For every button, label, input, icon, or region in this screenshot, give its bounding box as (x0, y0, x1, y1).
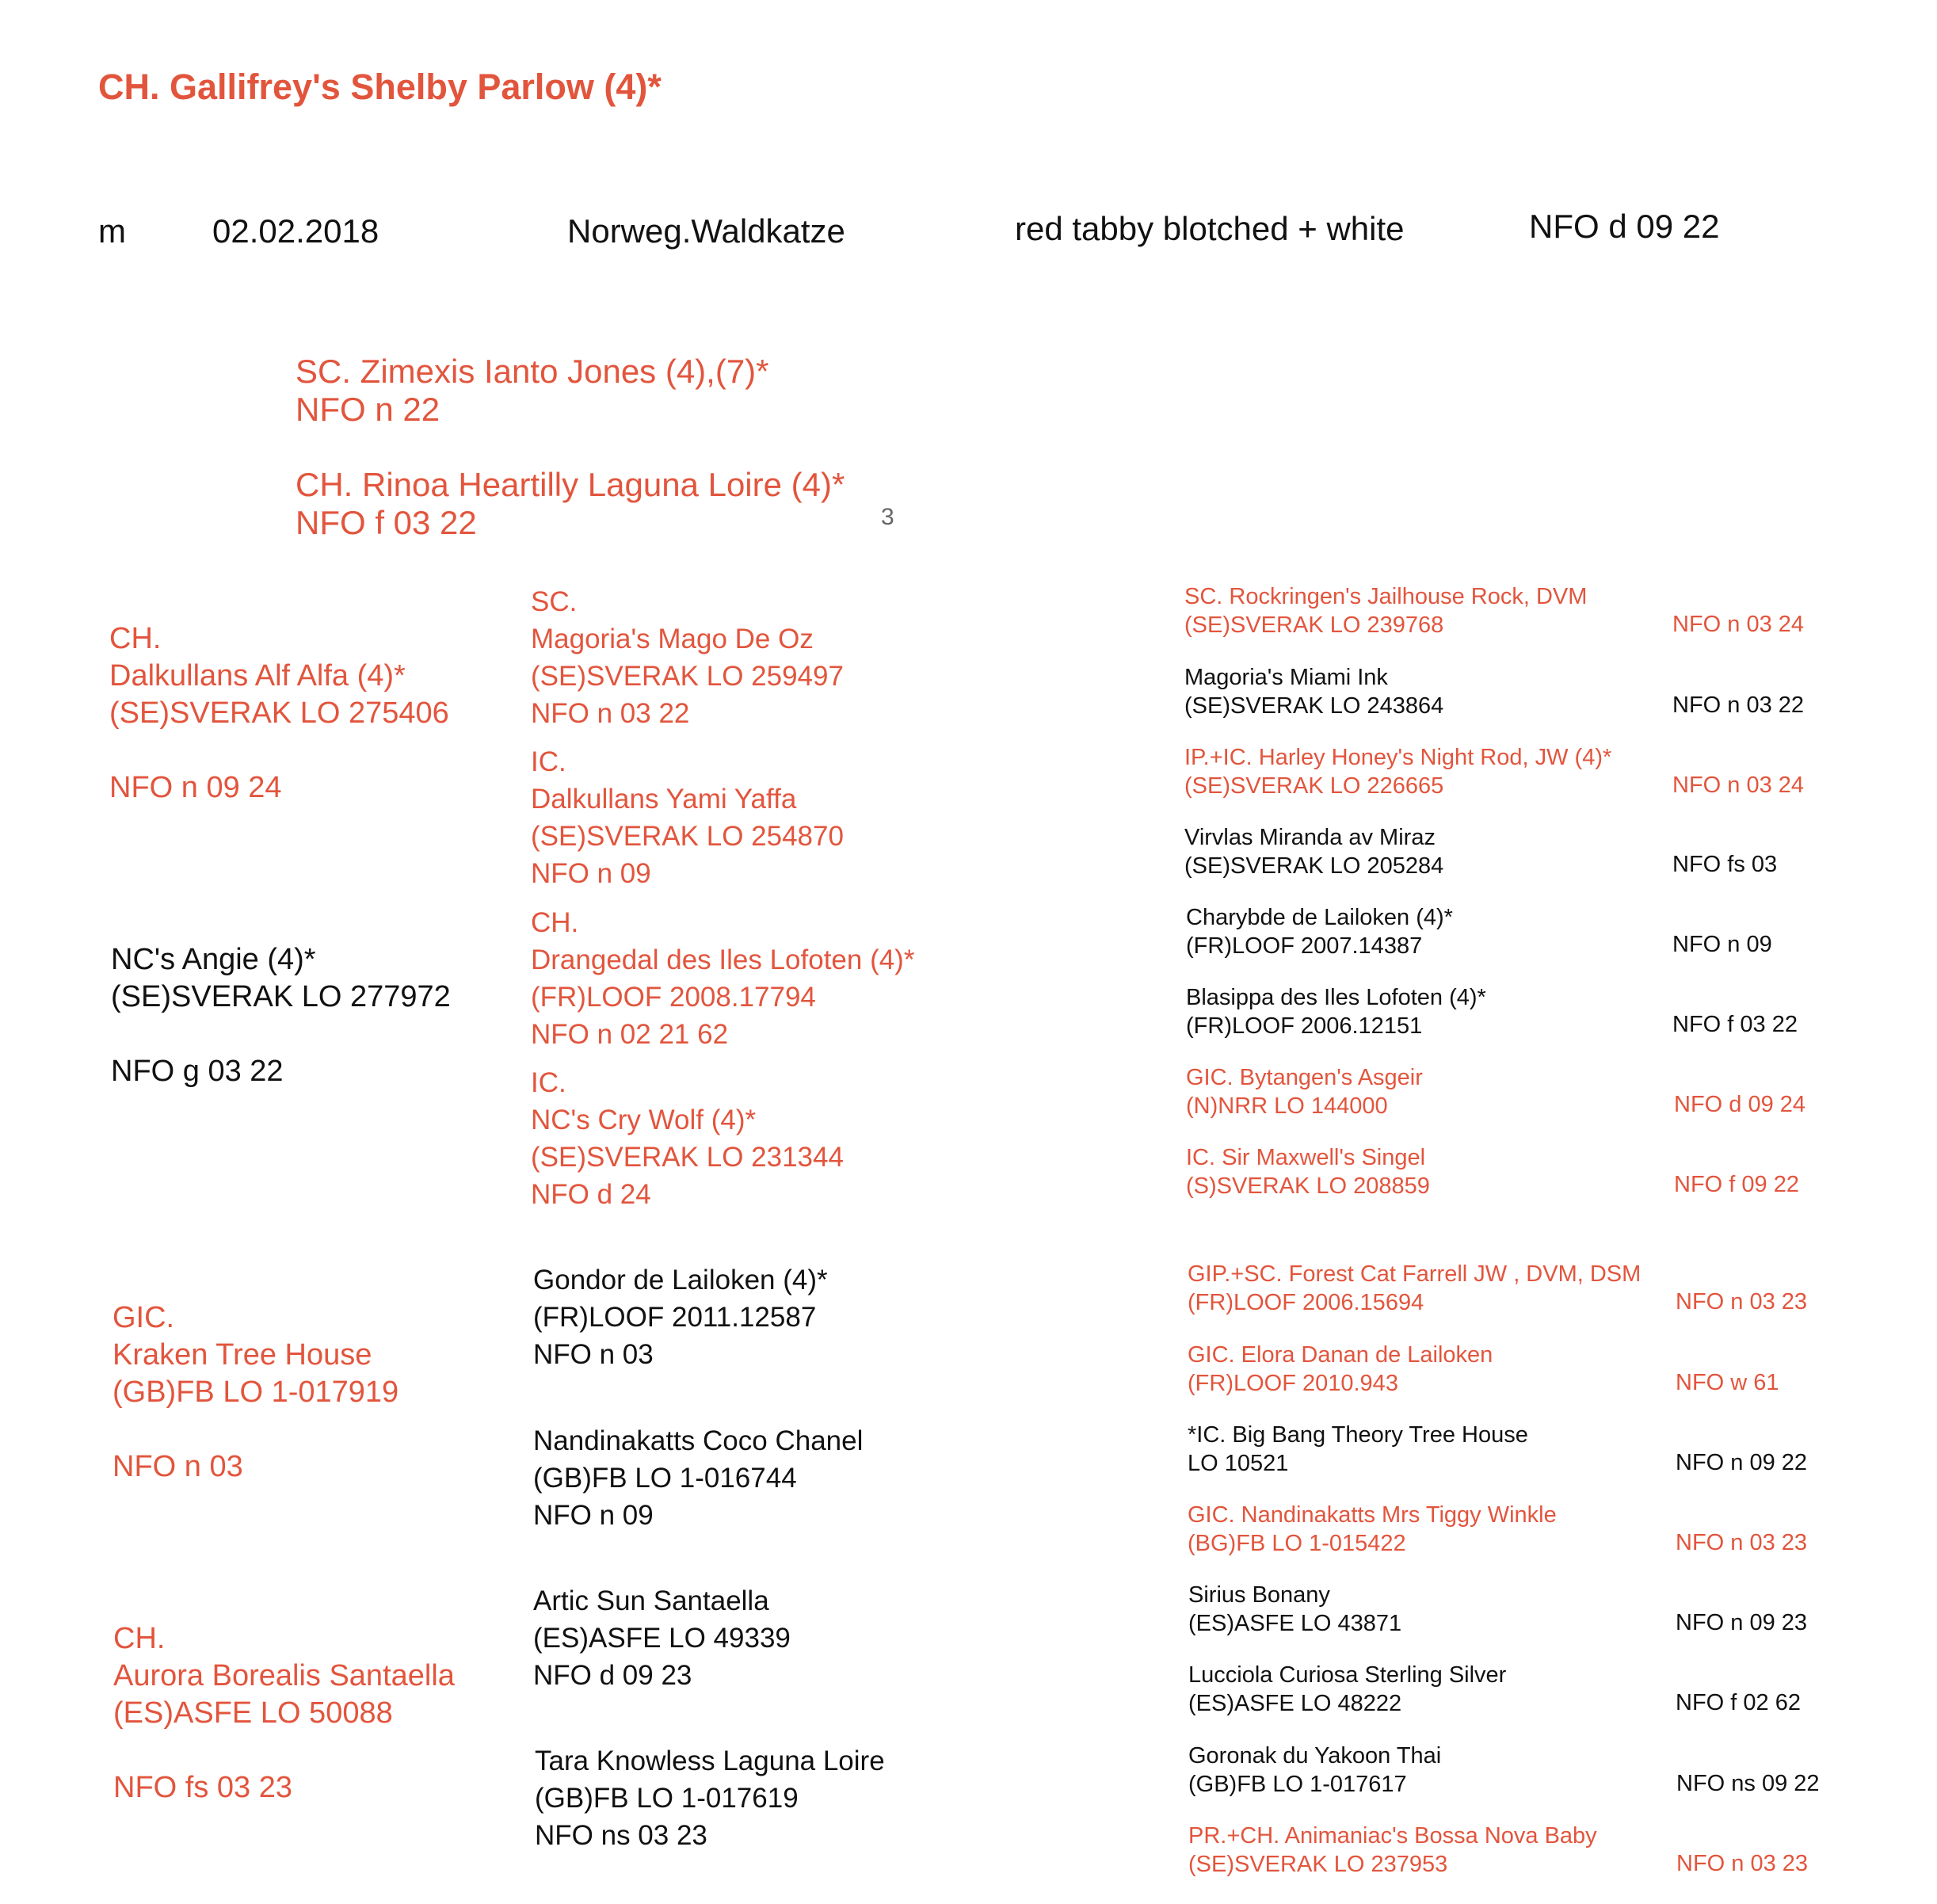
ggp-name: Dalkullans Yami Yaffa (531, 784, 797, 815)
gen3-entry-14 (1188, 1661, 1506, 1718)
ggp-reg: (GB)FB LO 1-016744 (533, 1463, 797, 1494)
gen3-reg: (N)NRR LO 144000 (1186, 1093, 1388, 1119)
ggp-reg: (FR)LOOF 2011.12587 (533, 1302, 817, 1333)
great-grandparent-4 (531, 1064, 844, 1213)
cat-sex: m (98, 212, 126, 250)
cat-birth-date: 02.02.2018 (212, 212, 379, 250)
gen3-reg: (FR)LOOF 2006.15694 (1188, 1290, 1424, 1315)
gen3-name: GIC. Bytangen's Asgeir (1186, 1065, 1423, 1090)
grandparent-3 (112, 1299, 398, 1486)
great-grandparent-1 (531, 583, 844, 732)
gen3-ems: NFO n 03 23 (1676, 1851, 1809, 1876)
ggp-name: Artic Sun Santaella (533, 1585, 769, 1616)
gen3-name: Blasippa des Iles Lofoten (4)* (1186, 985, 1486, 1010)
ggp-ems: NFO n 03 22 (531, 698, 690, 729)
gen3-name: IC. Sir Maxwell's Singel (1186, 1145, 1426, 1170)
gen3-name: Goronak du Yakoon Thai (1188, 1743, 1442, 1769)
gen3-entry-7 (1186, 1063, 1423, 1120)
sire-name: SC. Zimexis Ianto Jones (4),(7)* (296, 353, 769, 390)
gen3-reg: LO 10521 (1188, 1451, 1289, 1476)
grandparent-ems: NFO n 03 (112, 1450, 243, 1483)
gen3-name: Lucciola Curiosa Sterling Silver (1188, 1662, 1507, 1688)
cat-color: red tabby blotched + white (1015, 210, 1405, 247)
grandparent-title: CH. (109, 622, 162, 655)
dam (296, 466, 845, 542)
ggp-title: IC. (531, 1067, 566, 1098)
gen3-entry-13 (1188, 1581, 1401, 1638)
ggp-reg: (SE)SVERAK LO 254870 (531, 821, 844, 852)
grandparent-name: NC's Angie (4)* (111, 943, 316, 976)
gen3-entry-16 (1188, 1822, 1597, 1879)
cat-breed: Norweg.Waldkatze (567, 212, 845, 250)
cat-name: CH. Gallifrey's Shelby Parlow (4)* (98, 67, 662, 107)
gen3-ems: NFO d 09 24 (1674, 1092, 1806, 1117)
ggp-name: Tara Knowless Laguna Loire (535, 1746, 885, 1776)
gen3-entry-2 (1184, 663, 1443, 720)
grandparent-ems: NFO n 09 24 (109, 771, 282, 804)
gen3-entry-12 (1188, 1501, 1557, 1558)
gen3-entry-10 (1188, 1341, 1493, 1398)
gen3-reg: (BG)FB LO 1-015422 (1188, 1531, 1406, 1556)
dam-name: CH. Rinoa Heartilly Laguna Loire (4)* (296, 466, 845, 503)
gen3-name: Charybde de Lailoken (4)* (1186, 905, 1453, 930)
gen3-name: *IC. Big Bang Theory Tree House (1188, 1422, 1528, 1448)
gen3-name: IP.+IC. Harley Honey's Night Rod, JW (4)* (1184, 745, 1612, 770)
gen3-name: Virvlas Miranda av Miraz (1184, 825, 1436, 850)
great-grandparent-2 (531, 743, 844, 892)
gen3-reg: (SE)SVERAK LO 239768 (1184, 612, 1444, 638)
gen3-entry-8 (1186, 1143, 1430, 1200)
ggp-name: NC's Cry Wolf (4)* (531, 1105, 757, 1135)
gen3-reg: (GB)FB LO 1-017617 (1188, 1772, 1407, 1797)
gen3-ems: NFO n 09 23 (1676, 1610, 1808, 1635)
dam-ems: NFO f 03 22 (296, 504, 477, 541)
gen3-reg: (ES)ASFE LO 48222 (1188, 1691, 1402, 1716)
grandparent-reg: (ES)ASFE LO 50088 (113, 1696, 393, 1730)
grandparent-reg: (SE)SVERAK LO 277972 (111, 980, 451, 1013)
gen3-entry-6 (1186, 983, 1486, 1040)
gen3-name: GIC. Nandinakatts Mrs Tiggy Winkle (1188, 1502, 1557, 1528)
gen3-name: Sirius Bonany (1188, 1582, 1330, 1608)
gen3-name: SC. Rockringen's Jailhouse Rock, DVM (1184, 584, 1588, 609)
ggp-ems: NFO n 02 21 62 (531, 1019, 729, 1050)
grandparent-1 (109, 620, 449, 807)
grandparent-ems: NFO fs 03 23 (113, 1771, 292, 1804)
ggp-ems: NFO n 09 (533, 1500, 654, 1531)
gen3-entry-11 (1188, 1421, 1528, 1478)
cat-ems: NFO d 09 22 (1529, 208, 1720, 245)
ggp-name: Drangedal des Iles Lofoten (4)* (531, 944, 915, 975)
ggp-title: SC. (531, 586, 578, 617)
gen3-entry-5 (1186, 903, 1453, 960)
gen3-entry-4 (1184, 823, 1443, 880)
gen3-entry-15 (1188, 1742, 1441, 1799)
sire (296, 353, 769, 429)
ggp-title: CH. (531, 907, 579, 938)
grandparent-4 (113, 1620, 455, 1807)
ggp-name: Gondor de Lailoken (4)* (533, 1265, 828, 1295)
gen3-reg: (SE)SVERAK LO 226665 (1184, 773, 1444, 799)
grandparent-ems: NFO g 03 22 (111, 1055, 284, 1088)
great-grandparent-5 (533, 1261, 828, 1373)
gen3-name: GIC. Elora Danan de Lailoken (1188, 1342, 1493, 1368)
stray-mark: 3 (881, 504, 894, 530)
grandparent-reg: (GB)FB LO 1-017919 (112, 1376, 399, 1409)
gen3-ems: NFO f 03 22 (1672, 1012, 1798, 1037)
gen3-ems: NFO w 61 (1676, 1370, 1779, 1395)
gen3-reg: (FR)LOOF 2010.943 (1188, 1371, 1398, 1396)
gen3-ems: NFO f 02 62 (1676, 1690, 1801, 1715)
grandparent-reg: (SE)SVERAK LO 275406 (109, 696, 449, 730)
gen3-entry-9 (1188, 1260, 1641, 1317)
ggp-ems: NFO d 09 23 (533, 1660, 692, 1691)
gen3-reg: (SE)SVERAK LO 205284 (1184, 853, 1444, 879)
gen3-name: Magoria's Miami Ink (1184, 665, 1388, 690)
ggp-ems: NFO n 09 (531, 858, 651, 889)
grandparent-name: Aurora Borealis Santaella (113, 1659, 455, 1692)
grandparent-2 (111, 941, 451, 1090)
ggp-reg: (SE)SVERAK LO 259497 (531, 661, 844, 692)
ggp-ems: NFO ns 03 23 (535, 1820, 707, 1851)
ggp-reg: (FR)LOOF 2008.17794 (531, 982, 816, 1013)
ggp-reg: (ES)ASFE LO 49339 (533, 1623, 791, 1654)
ggp-reg: (SE)SVERAK LO 231344 (531, 1142, 844, 1173)
gen3-reg: (SE)SVERAK LO 237953 (1188, 1852, 1448, 1877)
grandparent-title: CH. (113, 1622, 166, 1655)
ggp-title: IC. (531, 746, 566, 777)
great-grandparent-6 (533, 1422, 863, 1534)
gen3-ems: NFO n 03 22 (1672, 693, 1805, 718)
ggp-name: Magoria's Mago De Oz (531, 624, 814, 654)
ggp-name: Nandinakatts Coco Chanel (533, 1425, 864, 1456)
gen3-ems: NFO n 09 (1672, 932, 1772, 957)
gen3-reg: (SE)SVERAK LO 243864 (1184, 693, 1444, 719)
gen3-ems: NFO n 09 22 (1676, 1450, 1808, 1475)
great-grandparent-8 (535, 1742, 885, 1854)
gen3-reg: (FR)LOOF 2007.14387 (1186, 933, 1423, 959)
great-grandparent-3 (531, 904, 914, 1053)
ggp-ems: NFO n 03 (533, 1339, 654, 1370)
gen3-ems: NFO ns 09 22 (1676, 1771, 1820, 1796)
gen3-ems: NFO n 03 24 (1672, 612, 1805, 637)
gen3-reg: (ES)ASFE LO 43871 (1188, 1611, 1402, 1636)
sire-ems: NFO n 22 (296, 391, 440, 428)
grandparent-name: Dalkullans Alf Alfa (4)* (109, 659, 406, 693)
gen3-name: PR.+CH. Animaniac's Bossa Nova Baby (1188, 1823, 1597, 1849)
gen3-reg: (FR)LOOF 2006.12151 (1186, 1013, 1423, 1039)
ggp-reg: (GB)FB LO 1-017619 (535, 1783, 799, 1814)
gen3-ems: NFO n 03 24 (1672, 773, 1805, 798)
gen3-ems: NFO f 09 22 (1674, 1172, 1799, 1197)
gen3-ems: NFO n 03 23 (1676, 1530, 1808, 1555)
gen3-name: GIP.+SC. Forest Cat Farrell JW , DVM, DSM (1188, 1261, 1641, 1287)
gen3-entry-1 (1184, 582, 1587, 639)
gen3-ems: NFO n 03 23 (1676, 1289, 1808, 1314)
gen3-reg: (S)SVERAK LO 208859 (1186, 1173, 1430, 1199)
gen3-ems: NFO fs 03 (1672, 852, 1778, 877)
grandparent-name: Kraken Tree House (112, 1338, 372, 1372)
great-grandparent-7 (533, 1582, 791, 1694)
grandparent-title: GIC. (112, 1301, 175, 1334)
gen3-entry-3 (1184, 743, 1611, 800)
ggp-ems: NFO d 24 (531, 1179, 651, 1210)
